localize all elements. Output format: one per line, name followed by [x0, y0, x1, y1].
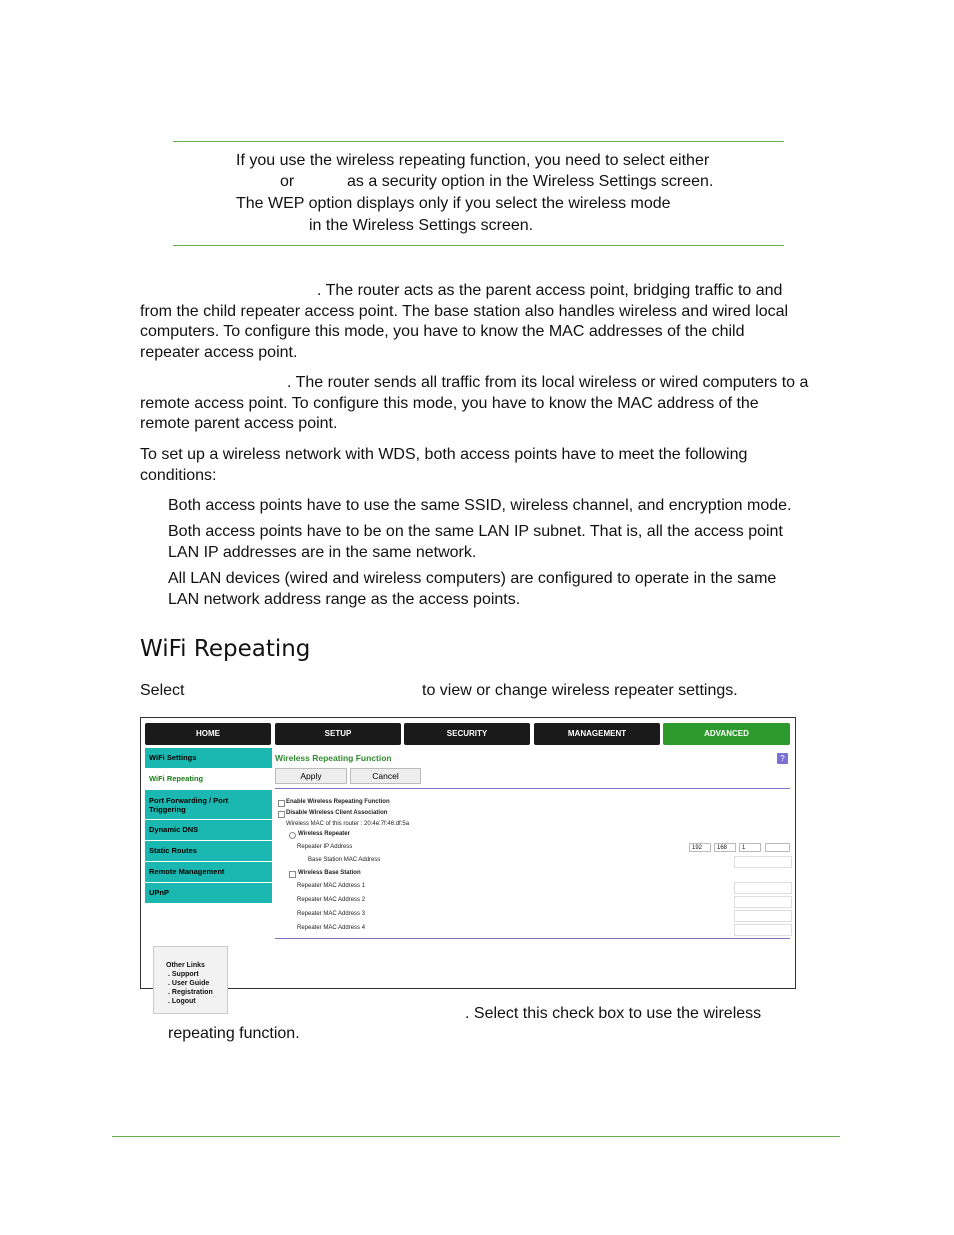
repeater-mac-3-input[interactable] — [734, 910, 792, 922]
note-line-2b: as a security option in the Wireless Settings screen. — [347, 173, 714, 190]
wireless-repeater-radio[interactable] — [289, 832, 296, 839]
para-repeater — [140, 373, 840, 435]
note-bottom-rule — [173, 245, 784, 246]
link-support[interactable]: . Support — [168, 971, 199, 978]
tab-security[interactable]: SECURITY — [404, 723, 530, 745]
base-line-2: from the child repeater access point. The base station also handles wireless and wired local — [140, 302, 789, 320]
base-line-3: computers. To configure this mode, you have to know the MAC addresses of the child — [140, 323, 745, 340]
bottom-divider — [275, 938, 790, 939]
base-line-1: . The router acts as the parent access point, bridging traffic to and — [317, 282, 783, 299]
other-links-title: Other Links — [166, 962, 205, 969]
top-divider — [275, 788, 790, 789]
bullet-3-line-1: All LAN devices (wired and wireless computers) are configured to operate in the same — [168, 570, 777, 587]
tab-home[interactable]: HOME — [145, 723, 271, 745]
note-line-3: The WEP option displays only if you select the wireless mode — [236, 195, 671, 212]
repeater-mac-1-input[interactable] — [734, 882, 792, 894]
ip-octet-2[interactable]: 168 — [714, 843, 736, 852]
wireless-base-station-checkbox[interactable] — [289, 871, 296, 878]
tab-setup[interactable]: SETUP — [275, 723, 401, 745]
mac-info: Wireless MAC of this router : 20:4e:7f:46:df:5a — [286, 821, 410, 827]
apply-button[interactable]: Apply — [275, 768, 347, 784]
sidebar-item-static-routes[interactable]: Static Routes — [145, 841, 272, 861]
sidebar-item-port-forwarding[interactable]: Port Forwarding / Port Triggering — [145, 790, 272, 819]
top-nav — [145, 723, 791, 745]
sidebar-item-dynamic-dns[interactable]: Dynamic DNS — [145, 820, 272, 840]
bullet-1-line-1: Both access points have to use the same SSID, wireless channel, and encryption mode. — [168, 497, 792, 514]
help-icon[interactable]: ? — [777, 753, 788, 764]
rep-line-3: remote parent access point. — [140, 415, 338, 432]
bullet-2-line-1: Both access points have to be on the same LAN IP subnet. That is, all the access point — [168, 523, 783, 540]
para-wds-intro — [140, 445, 840, 486]
repeater-ip-label: Repeater IP Address — [297, 844, 353, 850]
base-mac-label: Base Station MAC Address — [308, 857, 381, 863]
repeater-mac-2-label: Repeater MAC Address 2 — [297, 897, 366, 903]
note-top-rule — [173, 141, 784, 142]
link-user-guide[interactable]: . User Guide — [168, 980, 210, 987]
bullet-2-line-2: LAN IP addresses are in the same network. — [168, 543, 477, 561]
rep-line-1: . The router sends all traffic from its local wireless or wired computers to a — [287, 374, 809, 391]
tab-advanced[interactable]: ADVANCED — [663, 723, 790, 745]
cancel-button[interactable]: Cancel — [350, 768, 421, 784]
tab-management[interactable]: MANAGEMENT — [534, 723, 660, 745]
base-line-4: repeater access point. — [140, 343, 298, 361]
disable-client-label: Disable Wireless Client Association — [286, 810, 388, 816]
footer-rule — [112, 1136, 840, 1137]
wds-line-1: To set up a wireless network with WDS, both access points have to meet the following — [140, 446, 748, 463]
wireless-base-station-label: Wireless Base Station — [298, 870, 361, 876]
link-registration[interactable]: . Registration — [168, 989, 213, 996]
ip-octet-4[interactable] — [765, 843, 790, 852]
select-suffix: to view or change wireless repeater settings. — [422, 682, 738, 699]
bullet-3 — [168, 569, 848, 610]
repeater-mac-1-label: Repeater MAC Address 1 — [297, 883, 366, 889]
sidebar-item-upnp[interactable]: UPnP — [145, 883, 272, 903]
after-line-1: . Select this check box to use the wireless — [465, 1005, 762, 1022]
bullet-1 — [168, 496, 848, 517]
note-line-1: If you use the wireless repeating function, you need to select either — [236, 152, 710, 169]
section-title: WiFi Repeating — [140, 636, 311, 662]
ip-octet-1[interactable]: 192 — [689, 843, 711, 852]
rep-line-2: remote access point. To configure this mode, you have to know the MAC address of the — [140, 394, 759, 412]
router-screenshot — [140, 717, 796, 1005]
disable-client-checkbox[interactable] — [278, 811, 285, 818]
sidebar-item-wifi-repeating[interactable]: WiFi Repeating — [145, 769, 272, 789]
select-prefix: Select — [140, 682, 185, 699]
enable-repeating-checkbox[interactable] — [278, 800, 285, 807]
note-line-2a: or — [280, 173, 295, 190]
other-links-box — [153, 946, 228, 1014]
repeater-mac-4-label: Repeater MAC Address 4 — [297, 925, 366, 931]
page-title: Wireless Repeating Function — [275, 753, 392, 763]
note-line-4: in the Wireless Settings screen. — [309, 217, 534, 234]
link-logout[interactable]: . Logout — [168, 998, 196, 1005]
ip-octet-3[interactable]: 1 — [739, 843, 761, 852]
repeater-mac-3-label: Repeater MAC Address 3 — [297, 911, 366, 917]
sidebar-item-remote-management[interactable]: Remote Management — [145, 862, 272, 882]
repeater-mac-2-input[interactable] — [734, 896, 792, 908]
bullet-3-line-2: LAN network address range as the access points. — [168, 590, 521, 608]
bullet-2 — [168, 522, 848, 563]
base-mac-input[interactable] — [734, 856, 792, 868]
wds-line-2: conditions: — [140, 466, 217, 484]
enable-repeating-label: Enable Wireless Repeating Function — [286, 799, 390, 805]
wireless-repeater-label: Wireless Repeater — [298, 831, 350, 837]
after-line-2: repeating function. — [168, 1025, 300, 1042]
sidebar-item-wifi-settings[interactable]: WiFi Settings — [145, 748, 272, 768]
repeater-mac-4-input[interactable] — [734, 924, 792, 936]
para-base-station — [140, 281, 840, 363]
